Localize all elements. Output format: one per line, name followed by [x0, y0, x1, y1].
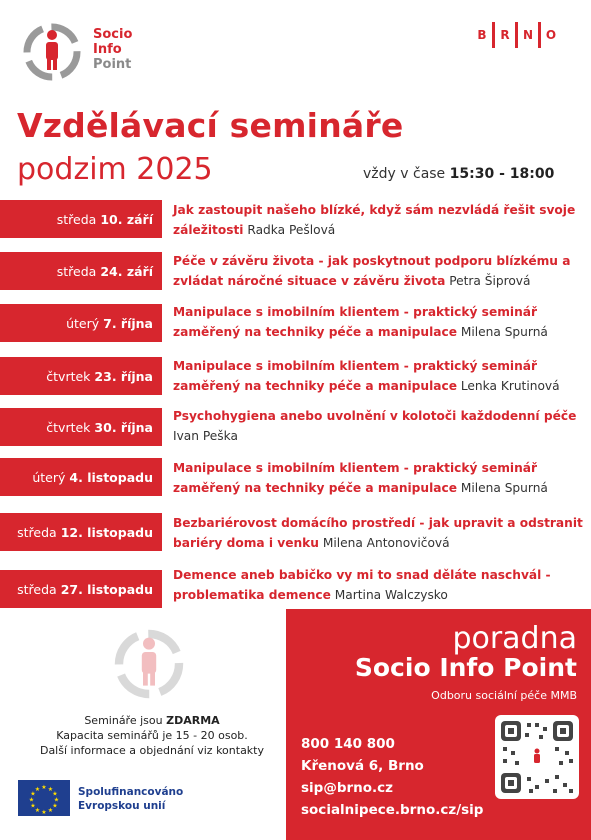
brno-letter: B: [477, 28, 487, 42]
seminar-description: [173, 251, 583, 291]
socio-info-point-logo-icon: [22, 22, 82, 82]
seminar-day: středa: [56, 263, 97, 279]
logo-line-2: Info: [93, 42, 122, 57]
seminar-date: [0, 570, 162, 608]
svg-text:★: ★: [28, 796, 35, 804]
seminar-date: [0, 357, 162, 395]
eu-cofunded-label: [78, 785, 183, 813]
seminar-date-value: 7. října: [103, 315, 153, 331]
seminar-date-value: 10. září: [100, 211, 153, 227]
seminar-title: Psychohygiena anebo uvolnění v kolotoči každodenní péče: [173, 409, 577, 423]
seminar-day: středa: [17, 581, 57, 597]
seminar-date-value: 12. listopadu: [60, 524, 153, 540]
brno-letter: N: [515, 22, 538, 48]
info-line-2: Kapacita seminářů je 15 - 20 osob.: [56, 729, 248, 742]
svg-text:★: ★: [47, 785, 54, 793]
seminar-lecturer: Lenka Krutinová: [460, 379, 560, 393]
svg-text:★: ★: [41, 784, 47, 791]
panel-subtitle: Odboru sociální péče MMB: [431, 689, 577, 702]
contact-web[interactable]: socialnipece.brno.cz/sip: [301, 802, 484, 818]
svg-text:★: ★: [30, 802, 36, 810]
seminar-title: Manipulace s imobilním klientem - praktický seminář zaměřený na techniky péče a manipulace: [173, 359, 537, 393]
logo-wordmark: [93, 27, 132, 72]
seminar-title: Manipulace s imobilním klientem - praktický seminář zaměřený na techniky péče a manipulace: [173, 305, 537, 339]
info-line-1: [18, 713, 286, 728]
seminar-date: [0, 408, 162, 446]
seminar-description: [173, 302, 583, 342]
eu-line-1: Spolufinancováno: [78, 786, 184, 798]
seminar-title: Bezbariérovost domácího prostředí - jak upravit a odstranit bariéry doma i venku: [173, 516, 583, 550]
svg-text:★: ★: [47, 807, 54, 814]
seminar-lecturer: Radka Pešlová: [247, 223, 336, 237]
qr-code-icon[interactable]: [495, 715, 579, 799]
info-line-3: Další informace a objednání viz kontakty: [39, 744, 265, 757]
time-prefix: vždy v čase: [363, 166, 446, 182]
seminar-day: úterý: [32, 469, 66, 485]
qr-code-graphic: [495, 715, 579, 799]
info-free-prefix: Semináře jsou: [84, 714, 163, 727]
eu-line-2: Evropskou unií: [78, 800, 166, 812]
seminar-description: [173, 458, 583, 498]
seminar-lecturer: Martina Walczysko: [334, 588, 448, 602]
seminar-info-note: [18, 713, 286, 758]
seminar-date: [0, 304, 162, 342]
seminar-date: [0, 458, 162, 496]
seminar-description: [173, 200, 583, 240]
seminar-title: Manipulace s imobilním klientem - praktický seminář zaměřený na techniky péče a manipulace: [173, 461, 537, 495]
seminar-title: Demence aneb babičko vy mi to snad děláte naschvál - problematika demence: [173, 568, 551, 602]
faded-logo-icon: [113, 628, 185, 700]
svg-text:★: ★: [52, 802, 58, 810]
svg-text:★: ★: [52, 790, 58, 798]
seminar-title: Péče v závěru života - jak poskytnout podporu blízkému a zvládat náročné situace v závěru života: [173, 254, 571, 288]
seminar-title: Jak zastoupit našeho blízké, když sám nezvládá řešit svoje záležitosti: [173, 203, 576, 237]
panel-title: Socio Info Point: [354, 653, 577, 682]
seminar-date-value: 24. září: [100, 263, 153, 279]
svg-text:★: ★: [34, 807, 41, 814]
page-title: Vzdělávací semináře: [17, 106, 404, 145]
seminar-date: [0, 513, 162, 551]
seminar-date-value: 4. listopadu: [69, 469, 153, 485]
seminar-date: [0, 200, 162, 238]
svg-text:★: ★: [53, 796, 60, 804]
svg-text:★: ★: [41, 808, 47, 816]
contact-email[interactable]: sip@brno.cz: [301, 780, 394, 796]
page-subtitle: podzim 2025: [17, 152, 213, 187]
time-note: [363, 166, 554, 182]
seminar-day: úterý: [66, 315, 100, 331]
brno-letter: O: [538, 22, 561, 48]
seminar-date-value: 23. října: [94, 368, 153, 384]
seminar-day: středa: [56, 211, 97, 227]
svg-text:★: ★: [30, 790, 36, 798]
contact-panel: [286, 609, 591, 840]
contact-phone[interactable]: 800 140 800: [301, 736, 395, 752]
info-free: ZDARMA: [166, 714, 220, 727]
brno-logo: [472, 22, 561, 48]
seminar-date-value: 30. října: [94, 419, 153, 435]
seminar-lecturer: Milena Spurná: [460, 481, 548, 495]
seminar-day: čtvrtek: [46, 419, 91, 435]
seminar-lecturer: Milena Spurná: [460, 325, 548, 339]
seminar-description: [173, 565, 583, 605]
seminar-lecturer: Petra Šiprová: [449, 274, 531, 288]
panel-line-1: poradna: [452, 621, 577, 656]
brno-letter: R: [492, 22, 515, 48]
seminar-lecturer: Ivan Peška: [173, 429, 238, 443]
svg-text:★: ★: [34, 785, 41, 793]
contact-address: Křenová 6, Brno: [301, 758, 424, 774]
seminar-date: [0, 252, 162, 290]
time-value: 15:30 - 18:00: [449, 166, 555, 182]
seminar-lecturer: Milena Antonovičová: [322, 536, 450, 550]
seminar-description: [173, 513, 583, 553]
eu-flag-icon: [18, 780, 70, 816]
seminar-description: [173, 406, 583, 446]
seminar-date-value: 27. listopadu: [60, 581, 153, 597]
logo-line-1: Socio: [93, 27, 133, 42]
seminar-day: čtvrtek: [46, 368, 91, 384]
seminar-description: [173, 356, 583, 396]
seminar-day: středa: [17, 524, 57, 540]
logo-line-3: Point: [93, 57, 132, 72]
contact-list: [301, 733, 483, 821]
